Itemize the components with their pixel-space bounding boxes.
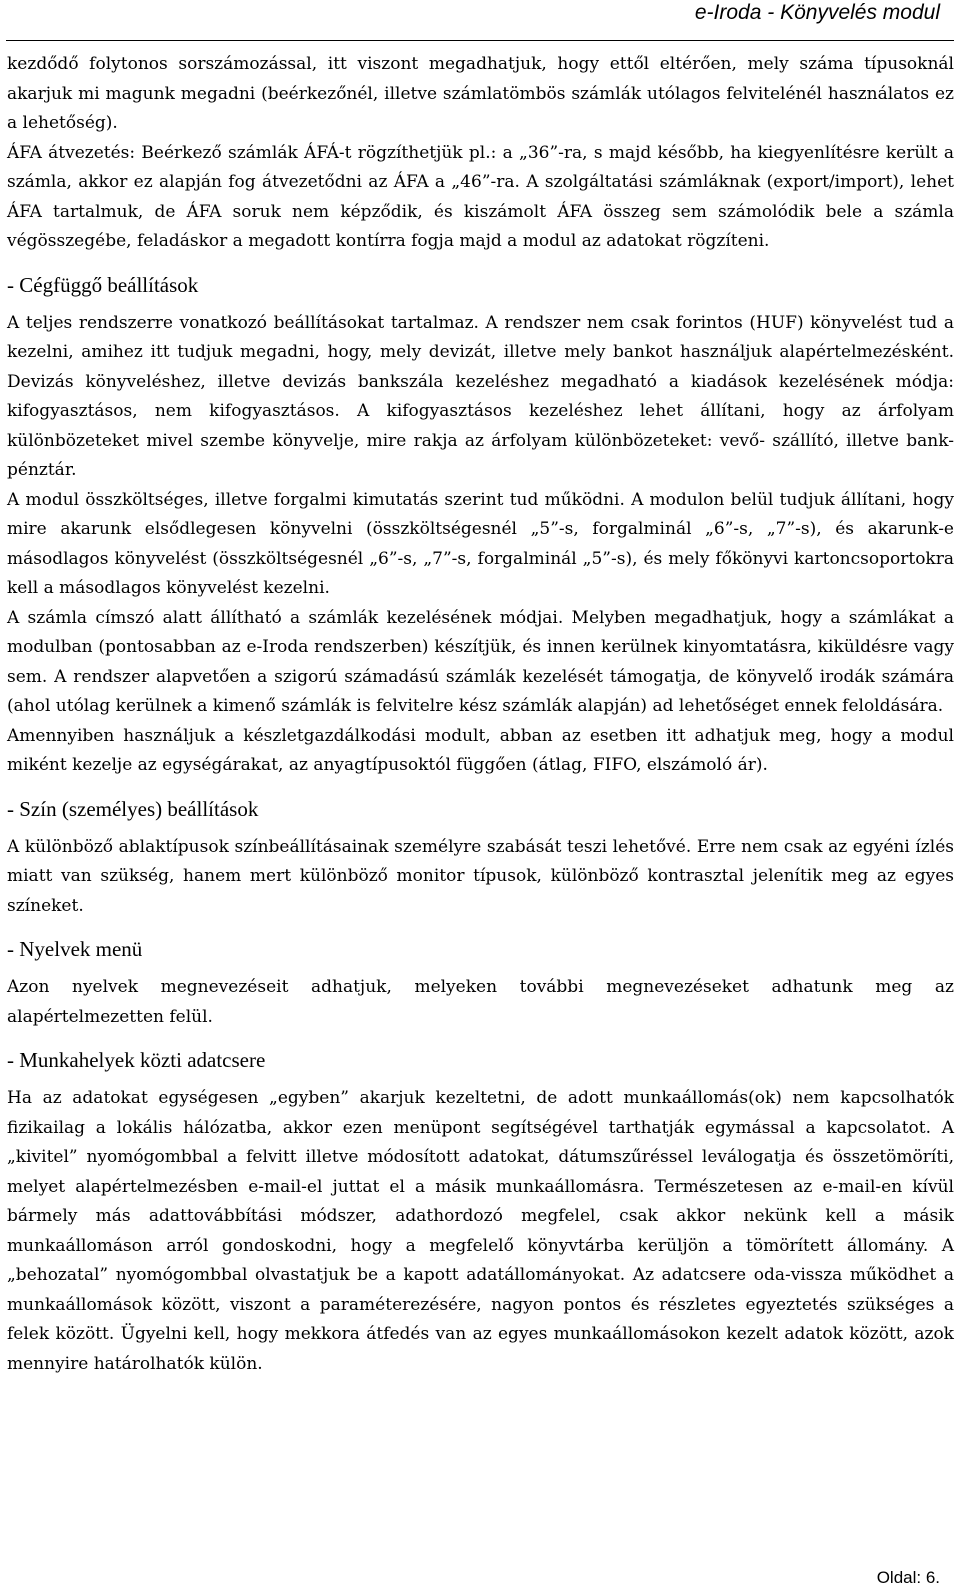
cegfuggo-paragraph-1: A teljes rendszerre vonatkozó beállításokat tartalmaz. A rendszer nem csak forintos (HUF) könyvelést tud a kezelni, amihez itt tudjuk megadni, hogy, mely devizát, illetve mely bankot használjuk alapértelmezésként. Devizás könyveléshez, illetve devizás bankszála kezeléshez megadható a kiadások kezelésének módja: kifogyasztásos, nem kifogyasztásos. A kifogyasztásos kezeléshez lehet állítani, hogy az árfolyam különbözeteket mivel szembe könyvelje, mire rakja az árfolyam különbözeteket: vevő- szállító, illetve bank- pénztár. <box>7 312 954 480</box>
munkahelyek-paragraph-1: Ha az adatokat egységesen „egyben” akarjuk kezeltetni, de adott munkaállomás(ok) nem kapcsolhatók fizikailag a lokális hálózatba, akkor ezen menüpont segítségével tarthatják egymással a kapcsolatot. A „kivitel” nyomógombbal a felvitt illetve módosított adatokat, dátumszűréssel leválogatja és összetömöríti, melyet alapértelmezésben e-mail-el juttat el a másik munkaállomásra. Természetesen az e-mail-en kívül bármely más adattovábbítási módszer, adathordozó megfelel, csak akkor nekünk kell a másik munkaállomáson arról gondoskodni, hogy a megfelelő könyvtárba kerüljön a tömörített állomány. A „behozatal” nyomógombbal olvastatjuk be a kapott adatállományokat. Az adatcsere oda-vissza működhet a munkaállomások között, viszont a paraméterezésére, nagyon pontos és részletes egyeztetés szükséges a felek között. Ügyelni kell, hogy mekkora átfedés van az egyes munkaállomásokon kezelt adatok között, azok mennyire határolhatók külön. <box>7 1088 954 1374</box>
nyelvek-paragraph-1: Azon nyelvek megnevezéseit adhatjuk, melyeken további megnevezéseket adhatunk meg az alapértelmezetten felül. <box>7 977 954 1027</box>
page-header-title: e-Iroda - Könyvelés modul <box>694 1 940 24</box>
cegfuggo-paragraph-2: A modul összköltséges, illetve forgalmi kimutatás szerint tud működni. A modulon belül tudjuk állítani, hogy mire akarunk elsődlegesen könyvelni (összköltségesnél „5”-s, forgalminál „6”-s, „7”-s), és akarunk-e másodlagos könyvelést (összköltségesnél „6”-s, „7”-s, forgalminál „5”-s), és mely főkönyvi kartoncsoportokra kell a másodlagos könyvelést kezelni. <box>7 489 954 598</box>
cegfuggo-paragraph-4: Amennyiben használjuk a készletgazdálkodási modult, abban az esetben itt adhatjuk meg, hogy a modul miként kezelje az egységárakat, az anyagtípusoktól függően (átlag, FIFO, elszámoló ár). <box>7 725 954 775</box>
header-divider <box>6 40 954 41</box>
cegfuggo-paragraph-3: A számla címszó alatt állítható a számlák kezelésének módjai. Melyben megadhatjuk, hogy a számlákat a modulban (pontosabban az e-Iroda rendszerben) készítjük, és innen kerülnek kinyomtatásra, kiküldésre vagy sem. A rendszer alapvetően a szigorú számadású számlák kezelését támogatja, de könyvelő irodák számára (ahol utólag kerülnek a kimenő számlák is felvitelre kész számlák alapján) ad lehetőséget ennek feloldására. <box>7 607 954 716</box>
intro-paragraph-1: kezdődő folytonos sorszámozással, itt viszont megadhatjuk, hogy ettől eltérően, mely száma típusoknál akarjuk mi magunk megadni (beérkezőnél, illetve számlatömbös számlák utólagos felvitelénél használatos ez a lehetőség). <box>7 54 954 133</box>
heading-szin-beallitasok: - Szín (személyes) beállítások <box>7 796 259 821</box>
heading-munkahelyek-adatcsere: - Munkahelyek közti adatcsere <box>7 1048 266 1072</box>
document-body <box>7 50 954 1379</box>
heading-nyelvek-menu: - Nyelvek menü <box>7 937 143 961</box>
page-number: Oldal: 6. <box>876 1568 940 1587</box>
szin-paragraph-1: A különböző ablaktípusok színbeállításainak személyre szabását teszi lehetővé. Erre nem csak az egyéni ízlés miatt van szükség, hanem mert különböző monitor típusok, különböző kontrasztal jelenítik meg az egyes színeket. <box>7 836 954 916</box>
heading-cegfuggo-beallitasok: - Cégfüggő beállítások <box>7 272 199 297</box>
intro-paragraph-afa: ÁFA átvezetés: Beérkező számlák ÁFÁ-t rögzíthetjük pl.: a „36”-ra, s majd később, ha kiegyenlítésre került a számla, akkor ez alapján fog átvezetődni az ÁFA a „46”-ra. A szolgáltatási számláknak (export/import), lehet ÁFA tartalmuk, de ÁFA soruk nem képződik, és kiszámolt ÁFA összeg sem számolódik bele a számla végösszegébe, feladáskor a megadott kontírra fogja majd a modul az adatokat rögzíteni. <box>7 142 954 251</box>
